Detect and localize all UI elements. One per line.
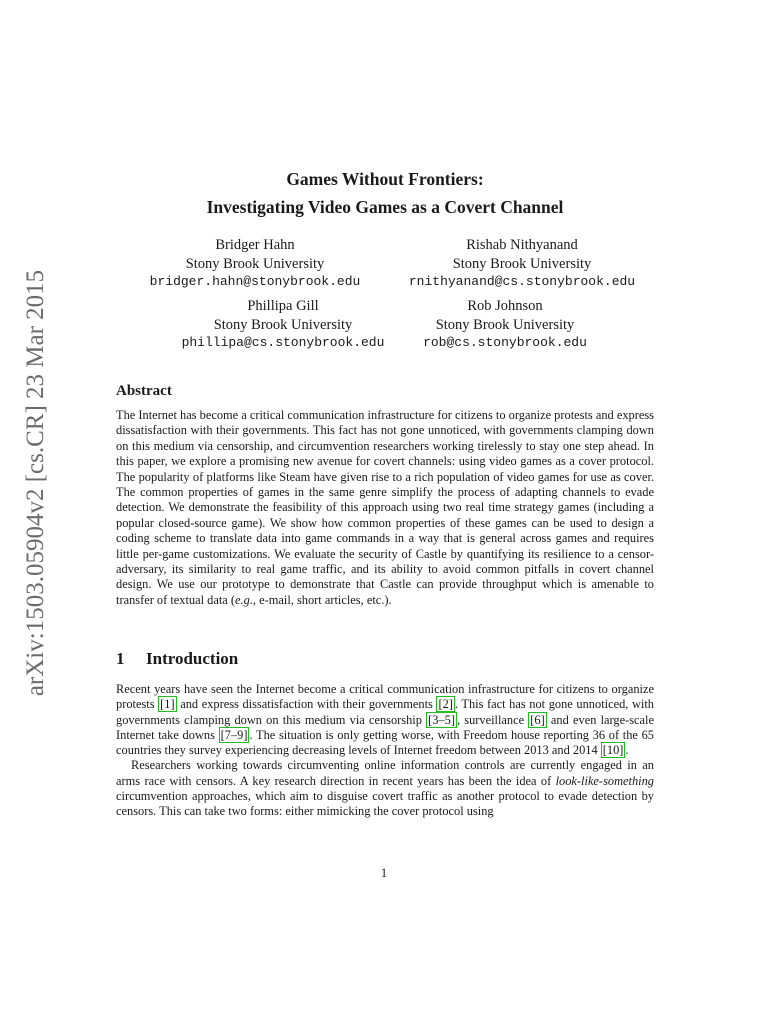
- author-affiliation: Stony Brook University: [185, 255, 325, 272]
- author-name: Phillipa Gill: [247, 298, 319, 314]
- page-number: 1: [380, 866, 388, 880]
- paper-title-line-1: Games Without Frontiers:: [286, 169, 484, 189]
- intro-text: Researchers working towards circumventing online information controls are currently engaged in an arms race with censors. A key research direction in recent years has been the idea of: [116, 758, 654, 788]
- citation-link[interactable]: [10]: [602, 743, 624, 758]
- author-email: phillipa@cs.stonybrook.edu: [181, 335, 385, 350]
- section-title: Introduction: [146, 649, 239, 668]
- abstract-main-text: The Internet has become a critical communication infrastructure for citizens to organize protests and express dissatisfaction with their governments. This fact has not gone unnoticed, with governments clamping down on this medium via censorship, and circumvention researchers working tirelessly to stay one step ahead. In this paper, we explore a promising new avenue for covert channels: using video games as a cover protocol. The popularity of platforms like Steam have given rise to a rich population of video games for use as cover. The common properties of games in the same genre simplify the process of adapting channels to evade detection. We demonstrate the feasibility of this approach using two real time strategy games (including a popular closed-source game). We show how common properties of these games can be used to design a coding scheme to translate data into game commands in a way that is general across games and requires little per-game customizations. We evaluate the security of Castle by quantifying its resilience to a censor-adversary, its similarity to real game traffic, and its ability to avoid common pitfalls in covert channel design. We use our prototype to demonstrate that Castle can provide throughput which is amenable to transfer of textual data (: [116, 408, 654, 607]
- intro-text: . This fact has not gone unnoticed, with governments clamping down on this medium via censorship: [116, 697, 654, 727]
- emphasized-term: look-like-something: [555, 773, 654, 788]
- abstract-text: [116, 408, 654, 608]
- author-email: bridger.hahn@stonybrook.edu: [149, 274, 361, 289]
- arxiv-identifier-stamp: [8, 268, 64, 698]
- author-block-hahn: [105, 236, 405, 292]
- intro-text: . The situation is only getting worse, with Freedom house reporting 36 of the 65 countries they survey experiencing decreasing levels of Internet freedom between 2013 and 2014: [116, 727, 654, 758]
- arxiv-identifier-text: arXiv:1503.05904v2 [cs.CR] 23 Mar 2015: [22, 269, 49, 697]
- author-name: Rob Johnson: [467, 298, 543, 314]
- intro-text: and even large-scale Internet take downs: [116, 712, 654, 742]
- author-affiliation: Stony Brook University: [452, 255, 592, 272]
- intro-paragraph-2: [116, 758, 654, 819]
- intro-text: Recent years have seen the Internet become a critical communication infrastructure for citizens to organize protests: [116, 682, 654, 712]
- abstract-heading: Abstract: [116, 383, 172, 399]
- intro-text: circumvention approaches, which aim to disguise covert traffic as another protocol to evade detection by censors. This can take two forms: either mimicking the cover protocol using: [116, 789, 654, 819]
- abstract-tail-text: e-mail, short articles, etc.).: [256, 592, 392, 607]
- citation-link[interactable]: [2]: [438, 697, 453, 712]
- citation-link[interactable]: [3–5]: [428, 712, 455, 727]
- intro-text: and express dissatisfaction with their governments: [176, 697, 437, 712]
- paper-title-line-2: Investigating Video Games as a Covert Channel: [206, 197, 564, 217]
- citation-link[interactable]: [6]: [530, 712, 545, 727]
- author-name: Bridger Hahn: [215, 237, 295, 253]
- author-block-nithyanand: [372, 236, 672, 292]
- section-heading-introduction: [116, 649, 238, 669]
- author-name: Rishab Nithyanand: [466, 237, 578, 253]
- intro-text: .: [625, 743, 629, 758]
- citation-link[interactable]: [1]: [160, 697, 175, 712]
- author-email: rob@cs.stonybrook.edu: [423, 335, 587, 350]
- author-affiliation: Stony Brook University: [213, 316, 353, 333]
- author-block-johnson: [355, 297, 655, 353]
- abstract-eg: e.g.,: [235, 592, 257, 607]
- intro-paragraph-1: [116, 682, 654, 758]
- author-affiliation: Stony Brook University: [435, 316, 575, 333]
- author-email: rnithyanand@cs.stonybrook.edu: [408, 274, 636, 289]
- citation-link[interactable]: [7–9]: [220, 727, 248, 742]
- section-number: 1: [116, 649, 125, 668]
- introduction-body: [116, 682, 654, 820]
- intro-text: , surveillance: [456, 712, 529, 727]
